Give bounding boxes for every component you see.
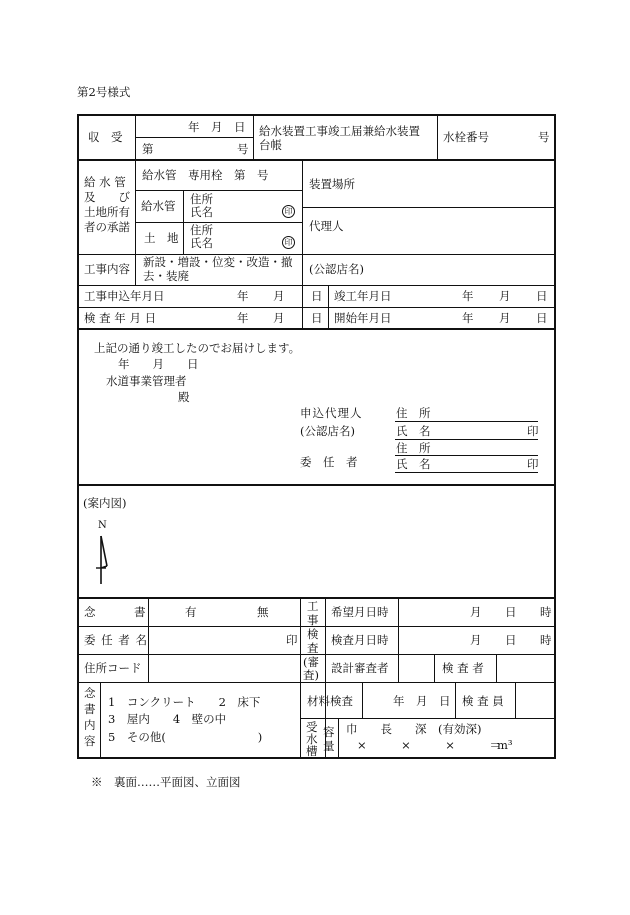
inspection-staff-label: 検 査 員: [462, 694, 504, 708]
inspector-label: 検 査 者: [442, 661, 484, 675]
back-side-note: ※ 裏面……平面図、立面図: [91, 775, 241, 789]
certified-shop-name-label: (公認店名): [300, 424, 355, 438]
applicant-address: 住 所: [396, 406, 431, 420]
north-arrow-icon: [92, 534, 114, 586]
material-inspection-date: 年 月 日: [393, 694, 451, 708]
work-content-options-line2: 去・装廃: [143, 269, 189, 283]
land-owner-label: 土 地: [144, 231, 179, 245]
guide-map-label: (案内図): [83, 496, 127, 510]
pledge-option-1: 1 コンクリート 2 床下: [108, 695, 261, 709]
delegate-name-seal: 印: [286, 633, 298, 647]
pledge-label: 念 書: [84, 605, 147, 619]
receipt-number-suffix: 号: [237, 142, 249, 156]
land-seal: 印: [282, 236, 295, 249]
receipt-label: 収 受: [88, 130, 123, 144]
manager-title: 水道事業管理者: [106, 374, 187, 388]
applicant-name: 氏 名: [396, 424, 431, 438]
inspection-datetime-label: 検査月日時: [331, 633, 389, 647]
applicant-seal: 印: [527, 424, 539, 438]
work-content-options: 新設・増設・位変・改造・撤: [143, 255, 293, 269]
hydrant-number-label: 水栓番号: [443, 130, 489, 144]
agent-label: 代理人: [309, 219, 344, 233]
material-inspection-label: 材料検査: [307, 694, 353, 708]
form-title-line2: 台帳: [259, 138, 282, 152]
delegate-address: 住 所: [396, 441, 431, 455]
form-label: 第2号様式: [77, 85, 131, 99]
inspection-date-label: 検 査 年 月 日: [84, 311, 157, 325]
volume-unit: m³: [497, 738, 513, 752]
form-title: 給水装置工事竣工届兼給水装置: [259, 124, 420, 138]
tank-dimensions-formula: × × × ＝: [357, 738, 501, 752]
delegate-seal: 印: [527, 457, 539, 471]
design-reviewer-label: 設計審査者: [331, 661, 389, 675]
pledge-no: 無: [257, 605, 269, 619]
apply-date-label: 工事申込年月日: [84, 289, 165, 303]
land-name-label: 氏名: [190, 236, 213, 250]
pledge-option-3: 5 その他( ): [108, 730, 263, 744]
pipe-owner-label: 給水管: [141, 199, 176, 213]
pipe-seal: 印: [282, 205, 295, 218]
pipe-type: 給水管 専用栓 第 号: [142, 168, 269, 182]
delegate-name: 氏 名: [396, 457, 431, 471]
tank-dimensions-header: 巾 長 深 (有効深): [346, 722, 482, 736]
receipt-number-prefix: 第: [142, 142, 154, 156]
desired-date-label: 希望月日時: [331, 605, 389, 619]
pledge-yes: 有: [185, 605, 197, 619]
north-label: N: [98, 520, 107, 531]
pipe-name-label: 氏名: [190, 205, 213, 219]
honorific: 殿: [178, 390, 190, 404]
start-date-label: 開始年月日: [334, 311, 392, 325]
pipe-address-label: 住所: [190, 192, 213, 206]
land-address-label: 住所: [190, 223, 213, 237]
applicant-agent-label: 申込代理人: [300, 406, 363, 420]
pledge-option-2: 3 屋内 4 壁の中: [108, 712, 227, 726]
hydrant-number-suffix: 号: [538, 130, 550, 144]
address-code-label: 住所コード: [84, 661, 142, 675]
notice-date: 年 月 日: [118, 357, 199, 371]
device-location-label: 装置場所: [309, 177, 355, 191]
delegate-name-label: 委 任 者 名: [84, 633, 148, 647]
work-content-label: 工事内容: [84, 262, 130, 276]
notice-text: 上記の通り竣工したのでお届けします。: [94, 341, 301, 355]
receipt-date: 年 月 日: [188, 120, 246, 134]
complete-date-label: 竣工年月日: [334, 289, 392, 303]
certified-shop-label: (公認店名): [309, 262, 364, 276]
delegate-label: 委 任 者: [300, 455, 358, 469]
